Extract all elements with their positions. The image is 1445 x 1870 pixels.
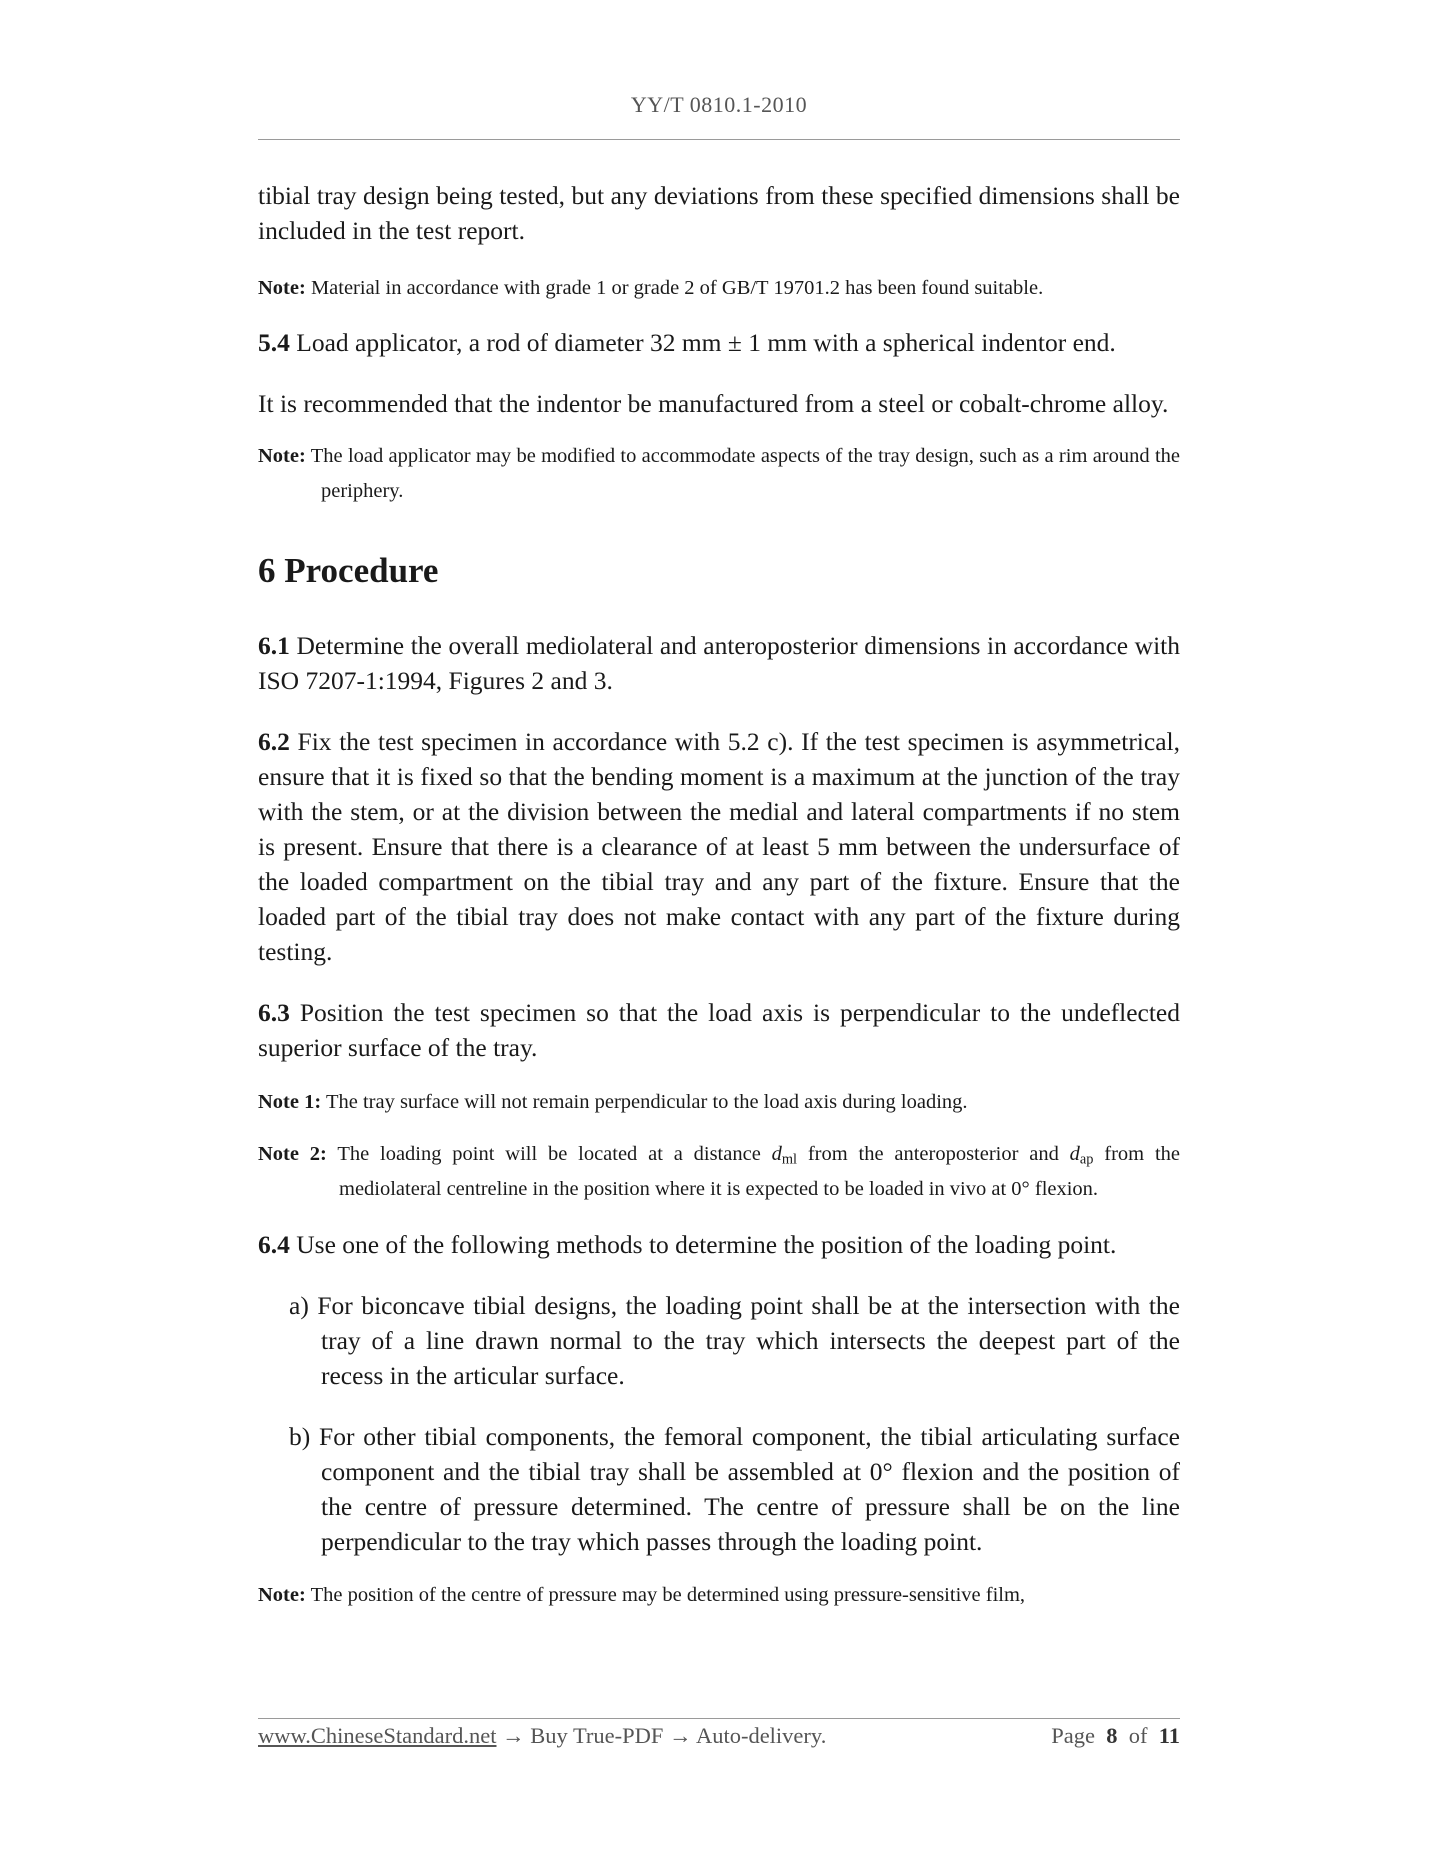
clause-text: Use one of the following methods to determine the position of the loading point. [296, 1230, 1117, 1259]
note-label: Note: [258, 277, 306, 299]
page-indicator [1051, 1723, 1180, 1749]
subscript-ap: ap [1079, 1151, 1094, 1168]
clause-number: 6.1 [258, 631, 290, 660]
footer-left [258, 1723, 826, 1749]
clause-number: 5.4 [258, 328, 290, 357]
variable-d: d [1069, 1143, 1080, 1165]
page-number: 8 [1106, 1723, 1118, 1748]
clause-6-4 [258, 1227, 1180, 1262]
clause-text: Load applicator, a rod of diameter 32 mm ± 1 mm with a spherical indentor end. [296, 328, 1116, 357]
note-load-applicator [258, 439, 1180, 509]
note-text: The position of the centre of pressure may be determined using pressure-sensitive film, [310, 1584, 1026, 1606]
clause-6-1 [258, 628, 1180, 698]
clause-number: 6.3 [258, 998, 290, 1027]
note-text: Material in accordance with grade 1 or grade 2 of GB/T 19701.2 has been found suitable. [310, 277, 1044, 299]
paragraph-continuation: tibial tray design being tested, but any deviations from these specified dimensions shall be included in the test report. [258, 181, 1180, 245]
note-text: The tray surface will not remain perpendicular to the load axis during loading. [325, 1091, 968, 1113]
page-header: YY/T 0810.1-2010 [630, 92, 808, 117]
page-total: 11 [1158, 1723, 1180, 1748]
arrow-right-icon: → [669, 1723, 692, 1748]
list-item-a: a) For biconcave tibial designs, the loading point shall be at the intersection with the tray of a line drawn normal to the tray which intersects the deepest part of the recess in the articular surface. [289, 1291, 1180, 1390]
note-label: Note: [258, 1584, 306, 1606]
note-text: from the mediolateral centreline in the position where it is expected to be loaded in vivo at 0° flexion. [339, 1143, 1180, 1200]
subscript-ml: ml [781, 1151, 798, 1168]
auto-delivery-text: Auto-delivery. [695, 1723, 827, 1748]
note-text: The load applicator may be modified to accommodate aspects of the tray design, such as a rim around the periphery. [310, 445, 1180, 502]
arrow-right-icon: → [502, 1723, 525, 1748]
clause-6-2 [258, 724, 1180, 969]
buy-true-pdf-text: Buy True-PDF [530, 1723, 664, 1748]
section-heading-procedure: 6 Procedure [258, 551, 439, 590]
clause-text: Determine the overall mediolateral and anteroposterior dimensions in accordance with ISO 7207-1:1994, Figures 2 and 3. [258, 631, 1181, 695]
list-item-b: b) For other tibial components, the femoral component, the tibial articulating surface component and the tibial tray shall be assembled at 0° flexion and the position of the centre of pressure determined. The centre of pressure shall be on the line perpendicular to the tray which passes through the loading point. [289, 1422, 1180, 1556]
note-material [258, 271, 1180, 306]
footer-rule [258, 1718, 1180, 1719]
note-1 [258, 1085, 1180, 1120]
note-pressure-film [258, 1578, 1180, 1613]
of-word: of [1128, 1723, 1148, 1748]
variable-d: d [771, 1143, 782, 1165]
clause-6-3 [258, 995, 1180, 1065]
note-text: The loading point will be located at a distance [337, 1143, 761, 1165]
clause-text: Fix the test specimen in accordance with 5.2 c). If the test specimen is asymmetrical, ensure that it is fixed so that the bending moment is a maximum at the junction of the tray with the stem, or at the division between the medial and lateral compartments if no stem is present. Ensure that there is a clearance of at least 5 mm between the undersurface of the loaded compartment on the tibial tray and any part of the fixture. Ensure that the loaded part of the tibial tray does not make contact with any part of the fixture during testing. [258, 727, 1180, 966]
page-word: Page [1051, 1723, 1095, 1748]
note-label: Note 1: [258, 1091, 322, 1113]
clause-5-4 [258, 325, 1180, 360]
note-label: Note: [258, 445, 306, 467]
paragraph-indentor: It is recommended that the indentor be manufactured from a steel or cobalt-chrome alloy. [258, 389, 1169, 418]
note-label: Note 2: [258, 1143, 327, 1165]
page-footer [258, 1723, 1180, 1757]
header-rule [258, 139, 1180, 140]
clause-text: Position the test specimen so that the load axis is perpendicular to the undeflected superior surface of the tray. [258, 998, 1180, 1062]
note-2 [258, 1137, 1180, 1207]
site-link[interactable]: www.ChineseStandard.net [258, 1723, 497, 1748]
note-text: from the anteroposterior and [807, 1143, 1059, 1165]
page-content [258, 178, 1180, 1613]
clause-number: 6.2 [258, 727, 290, 756]
clause-number: 6.4 [258, 1230, 290, 1259]
